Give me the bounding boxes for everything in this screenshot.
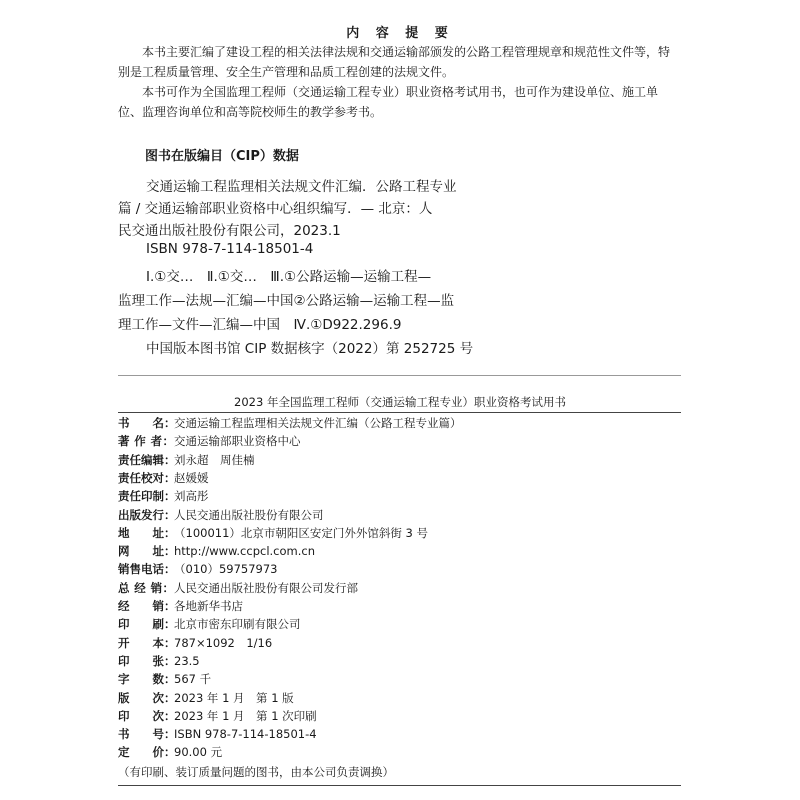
colophon-value: http://www.ccpcl.com.cn	[174, 544, 315, 559]
colophon-label: 销售电话：	[118, 562, 176, 577]
colophon-row	[118, 579, 358, 597]
colophon-label: 书 号：	[118, 727, 176, 742]
colophon-label: 字 数：	[118, 672, 176, 687]
colophon-row	[118, 506, 324, 524]
cip-heading: 图书在版编目（CIP）数据	[145, 149, 299, 164]
cip-line: 交通运输工程监理相关法规文件汇编．公路工程专业	[146, 179, 457, 195]
cip-line: Ⅰ.①交… Ⅱ.①交… Ⅲ.①公路运输—运输工程—	[146, 269, 432, 285]
colophon-row	[118, 469, 209, 487]
colophon-row	[118, 597, 243, 615]
colophon-row	[118, 487, 209, 505]
series-title: 2023 年全国监理工程师（交通运输工程专业）职业资格考试用书	[234, 395, 566, 409]
colophon-row	[118, 524, 428, 542]
colophon-row	[118, 725, 317, 743]
colophon-row	[118, 689, 294, 707]
colophon-value: 各地新华书店	[174, 599, 243, 613]
colophon-label: 网 址：	[118, 544, 176, 559]
cip-line: ISBN 978-7-114-18501-4	[146, 241, 314, 257]
colophon-row	[118, 615, 301, 633]
colophon-label: 印 张：	[118, 653, 176, 668]
colophon-value: 787×1092 1/16	[174, 635, 273, 650]
colophon-label: 开 本：	[118, 635, 176, 650]
summary-paragraph-2: 本书可作为全国监理工程师（交通运输工程专业）职业资格考试用书，也可作为建设单位、施工单位、监理咨询单位和高等院校师生的教学参考书。	[118, 85, 659, 119]
colophon-value: 23.5	[174, 653, 200, 668]
colophon-value: 北京市密东印刷有限公司	[174, 617, 301, 632]
cip-line: 理工作—文件—汇编—中国 Ⅳ.①D922.296.9	[118, 317, 402, 333]
cip-line: 中国版本图书馆 CIP 数据核字（2022）第 252725 号	[146, 341, 474, 357]
colophon-value: ISBN 978-7-114-18501-4	[174, 727, 317, 742]
colophon-row	[118, 560, 277, 578]
colophon-label: 著 作 者：	[118, 434, 174, 449]
colophon-value: 交通运输工程监理相关法规文件汇编（公路工程专业篇）	[174, 416, 462, 430]
colophon-row	[118, 542, 315, 560]
colophon-label: 印 次：	[118, 708, 176, 723]
colophon-row	[118, 414, 462, 432]
colophon-row	[118, 743, 222, 761]
colophon-label: 定 价：	[118, 745, 176, 760]
colophon-label: 出版发行：	[118, 507, 176, 522]
colophon-value: 2023 年 1 月 第 1 版	[174, 690, 294, 705]
colophon-value: （100011）北京市朝阳区安定门外外馆斜街 3 号	[174, 525, 429, 540]
colophon-value: 人民交通出版社股份有限公司发行部	[174, 580, 358, 595]
colophon-label: 经 销：	[118, 599, 176, 613]
summary-paragraph-1: 本书主要汇编了建设工程的相关法律法规和交通运输部颁发的公路工程管理规章和规范性文件等，特别是工程质量管理、安全生产管理和品质工程创建的法规文件。	[118, 45, 671, 79]
cip-line: 民交通出版社股份有限公司，2023.1	[118, 223, 341, 239]
colophon-row	[118, 670, 211, 688]
footer-note: （有印刷、装订质量问题的图书，由本公司负责调换）	[118, 765, 394, 779]
colophon-label: 责任印制：	[118, 489, 176, 504]
colophon-value: 刘高彤	[174, 489, 209, 504]
cip-line: 篇 / 交通运输部职业资格中心组织编写．— 北京：人	[118, 201, 433, 217]
colophon-value: 2023 年 1 月 第 1 次印刷	[174, 708, 317, 723]
colophon-row	[118, 432, 301, 450]
colophon-value: （010）59757973	[174, 562, 278, 577]
colophon-row	[118, 707, 317, 725]
cip-line: 监理工作—法规—汇编—中国②公路运输—运输工程—监	[118, 293, 455, 309]
section-divider	[118, 375, 681, 376]
colophon-label: 责任校对：	[118, 470, 176, 485]
colophon-value: 赵媛媛	[174, 470, 209, 485]
colophon-top-rule	[118, 412, 681, 413]
colophon-label: 版 次：	[118, 690, 176, 705]
colophon-row	[118, 451, 255, 469]
colophon-label: 印 刷：	[118, 617, 176, 632]
colophon-label: 总 经 销：	[118, 580, 174, 595]
colophon-value: 567 千	[174, 672, 212, 687]
colophon-value: 90.00 元	[174, 745, 223, 760]
summary-title: 内 容 提 要	[346, 26, 454, 41]
colophon-value: 刘永超 周佳楠	[174, 452, 255, 467]
colophon-row	[118, 634, 272, 652]
colophon-bottom-rule	[118, 785, 681, 786]
colophon-value: 人民交通出版社股份有限公司	[174, 507, 324, 522]
colophon-label: 责任编辑：	[118, 452, 176, 467]
colophon-label: 地 址：	[118, 525, 176, 540]
colophon-row	[118, 652, 200, 670]
colophon-label: 书 名：	[118, 416, 176, 430]
colophon-value: 交通运输部职业资格中心	[174, 434, 301, 449]
